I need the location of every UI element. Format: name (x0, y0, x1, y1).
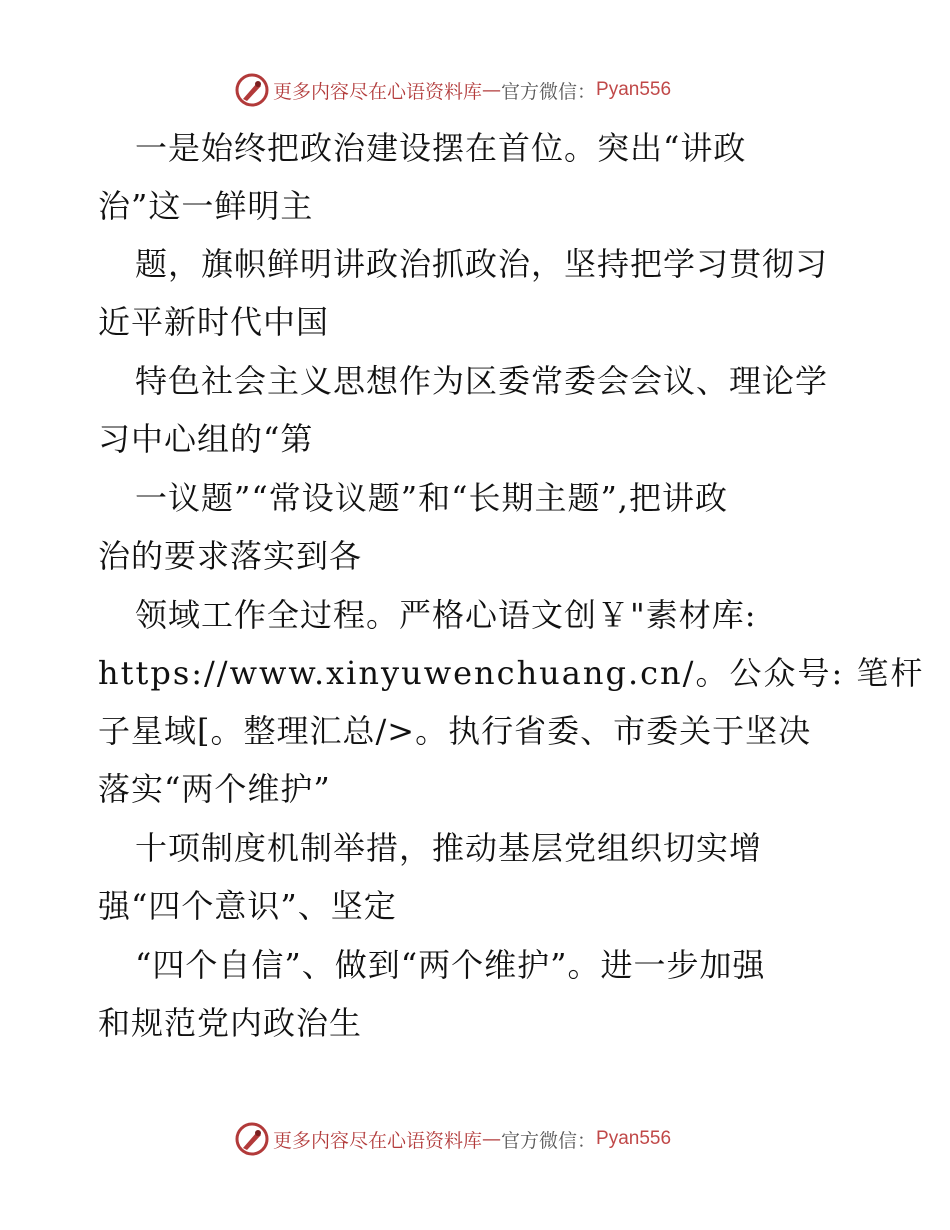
watermark-site-text: 更多内容尽在心语资料库 (273, 1129, 483, 1152)
body-line: 治”这一鲜明主 (98, 187, 314, 225)
body-line: “四个自信”、做到“两个维护”。进一步加强 (135, 946, 766, 984)
pen-logo-icon (235, 73, 269, 107)
header-watermark (235, 70, 671, 110)
body-line: 一是始终把政治建设摆在首位。突出“讲政 (135, 129, 747, 167)
watermark-dash: — (482, 79, 502, 101)
body-line: 题，旗帜鲜明讲政治抓政治，坚持把学习贯彻习 (135, 245, 829, 283)
body-line: 一议题”“常设议题”和“长期主题”,把讲政 (135, 479, 728, 517)
watermark-wechat-id: Pyan556 (596, 1128, 672, 1149)
body-line: 特色社会主义思想作为区委常委会会议、理论学 (135, 362, 829, 400)
body-line: 和规范党内政治生 (98, 1004, 363, 1042)
body-line: 领域工作全过程。严格心语文创￥"素材库: (135, 596, 757, 634)
body-line: 十项制度机制举措，推动基层党组织切实增 (135, 829, 763, 867)
watermark-wechat-label: 官方微信： (501, 1129, 597, 1152)
body-line: https://www.xinyuwenchuang.cn/。公众号: 笔杆 (98, 654, 925, 692)
body-line: 强“四个意识”、坚定 (98, 887, 397, 925)
body-line: 习中心组的“第 (98, 420, 314, 458)
body-line: 子星域[。整理汇总/>。执行省委、市委关于坚决 (98, 712, 812, 750)
watermark-site-text: 更多内容尽在心语资料库 (273, 80, 483, 103)
body-line: 治的要求落实到各 (98, 537, 363, 575)
body-line: 落实“两个维护” (98, 770, 331, 808)
watermark-wechat-id: Pyan556 (596, 79, 672, 100)
body-line: 近平新时代中国 (98, 303, 330, 341)
pen-logo-icon (235, 1122, 269, 1156)
watermark-dash: — (482, 1128, 502, 1150)
footer-watermark (235, 1119, 671, 1159)
watermark-wechat-label: 官方微信： (501, 80, 597, 103)
